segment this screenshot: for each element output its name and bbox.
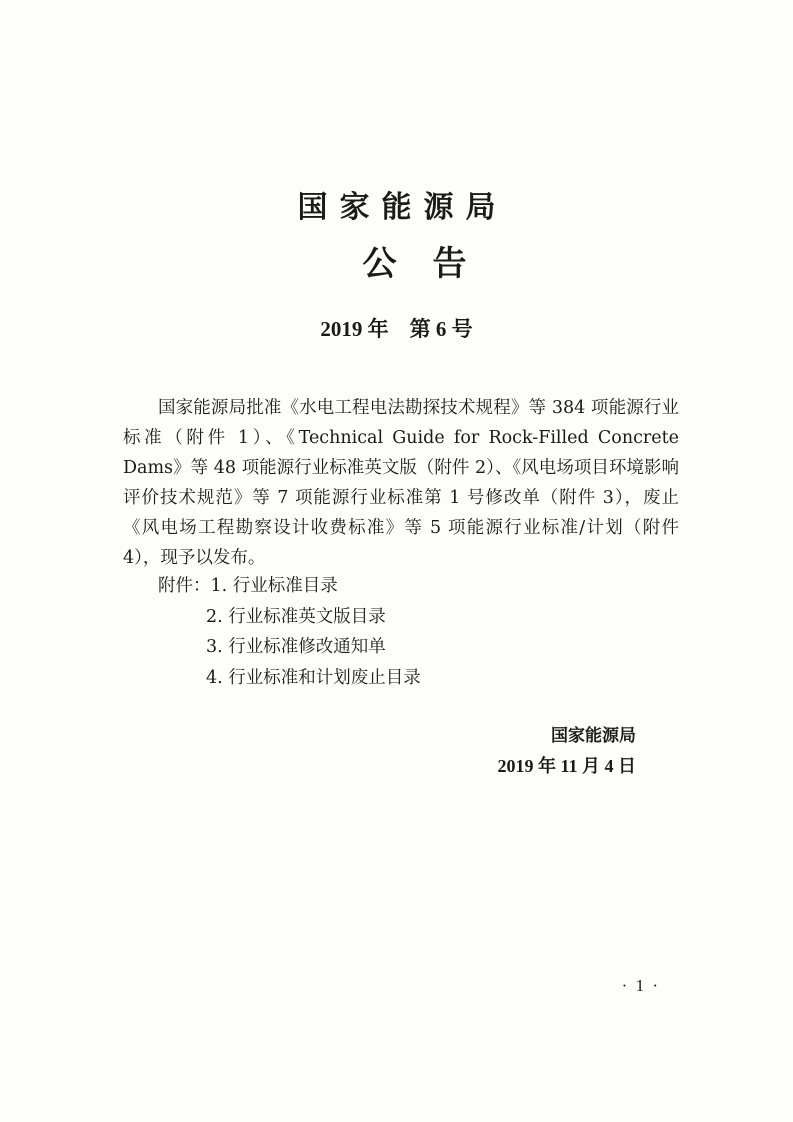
attachments-label: 附件：: [158, 576, 211, 596]
attachments-list: [158, 571, 421, 693]
signature-organization: 国家能源局: [551, 726, 636, 746]
announcement-paragraph: 国家能源局批准《水电工程电法勘探技术规程》等 384 项能源行业标准（附件 1）、《Technical Guide for Rock-Filled Concrete Dams》等 48 项能源行业标准英文版（附件 2）、《风电场项目环境影响评价技术规范》等 7 项能源行业标准第 1 号修改单（附件 3），废止《风电场工程勘察设计收费标准》等 5 项能源行业标准/计划（附件 4），现予以发布。: [123, 398, 679, 568]
attachment-item: 2. 行业标准英文版目录: [206, 606, 386, 627]
attachment-item: 4. 行业标准和计划废止目录: [206, 667, 421, 688]
issue-number: 2019 年 第 6 号: [320, 317, 473, 341]
page-number: · 1 ·: [621, 976, 660, 995]
issuing-organization: 国家能源局: [297, 190, 508, 225]
signature-date: 2019 年 11 月 4 日: [497, 756, 636, 776]
attachment-item: 3. 行业标准修改通知单: [206, 637, 386, 657]
document-title: 公告: [362, 244, 503, 284]
attachment-item: 1. 行业标准目录: [210, 576, 338, 596]
attachment-first-line: [158, 571, 421, 602]
